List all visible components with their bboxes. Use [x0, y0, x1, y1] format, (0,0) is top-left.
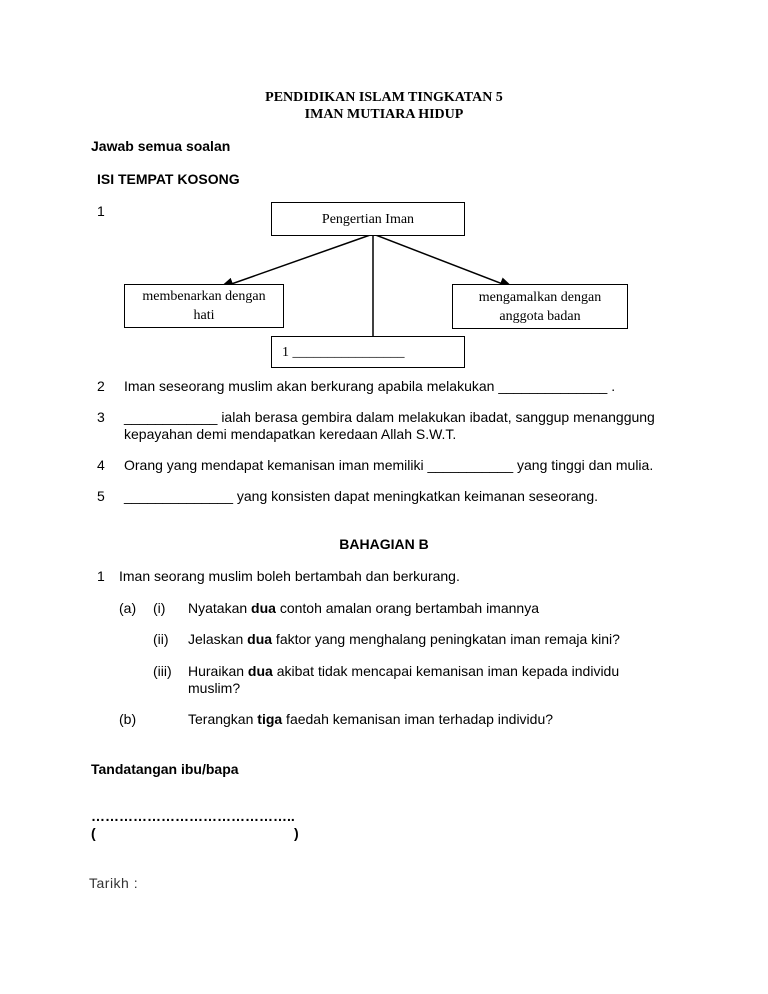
- part-b-text: [188, 711, 553, 727]
- sub-i-text: [188, 600, 539, 616]
- arrow-left: [220, 234, 373, 288]
- section-b-heading: BAHAGIAN B: [339, 536, 429, 552]
- diagram-box-pengertian-iman-text: Pengertian Iman: [321, 211, 415, 227]
- question-4-text: Orang yang mendapat kemanisan iman memiliki ___________ yang tinggi dan mulia.: [124, 457, 654, 473]
- sub-iii-line2: muslim?: [188, 680, 241, 696]
- question-3-line2: kepayahan demi mendapatkan keredaan Allah S.W.T.: [124, 426, 457, 442]
- diagram-box-blank-answer-text: 1 ________________: [282, 344, 405, 360]
- question-4-number: 4: [97, 457, 105, 473]
- diagram-box-blank-answer: [271, 336, 465, 368]
- document-title-line2: IMAN MUTIARA HIDUP: [304, 107, 464, 122]
- section-b-question-1-number: 1: [97, 568, 105, 584]
- instruction-text: Jawab semua soalan: [91, 138, 231, 154]
- signature-paren-open: (: [91, 825, 96, 841]
- diagram-box-left: [124, 284, 284, 328]
- question-3-number: 3: [97, 409, 105, 425]
- sub-ii-text: [188, 631, 620, 647]
- arrow-right: [373, 234, 513, 288]
- sub-ii-label: (ii): [153, 631, 169, 647]
- sub-iii-post: akibat tidak mencapai kemanisan iman kepada individu: [272, 663, 620, 679]
- diagram-box-right-line2: anggota badan: [499, 308, 581, 324]
- diagram-box-left-line1: membenarkan dengan: [142, 289, 266, 304]
- part-b-post: faedah kemanisan iman terhadap individu?: [282, 711, 554, 727]
- signature-dotted-line: ……………………………………..: [91, 808, 295, 824]
- question-5-number: 5: [97, 488, 105, 504]
- question-5-text: ______________ yang konsisten dapat meningkatkan keimanan seseorang.: [124, 488, 599, 504]
- section-a-heading: ISI TEMPAT KOSONG: [97, 171, 240, 187]
- sub-iii-bold: dua: [247, 663, 273, 679]
- sub-ii-bold: dua: [247, 631, 273, 647]
- sub-i-label: (i): [153, 600, 166, 616]
- sub-i-post: contoh amalan orang bertambah imannya: [275, 600, 539, 616]
- question-2-number: 2: [97, 378, 105, 394]
- diagram-box-right: [452, 284, 628, 329]
- question-1-number: 1: [97, 203, 105, 219]
- part-a-label: (a): [119, 600, 137, 616]
- question-2-text: Iman seseorang muslim akan berkurang apabila melakukan ______________ .: [124, 378, 616, 394]
- sub-iii-pre: Huraikan: [188, 663, 248, 679]
- signature-paren-close: ): [294, 825, 299, 841]
- sub-i-bold: dua: [251, 600, 276, 616]
- document-title-line1: PENDIDIKAN ISLAM TINGKATAN 5: [265, 90, 503, 105]
- sub-iii-text: [188, 663, 619, 679]
- diagram-box-left-text: [142, 287, 265, 325]
- section-b-question-1-text: Iman seorang muslim boleh bertambah dan berkurang.: [119, 568, 460, 584]
- diagram-box-right-line1: mengamalkan dengan: [478, 289, 602, 305]
- diagram-box-pengertian-iman: [271, 202, 465, 236]
- sub-i-pre: Nyatakan: [188, 600, 252, 616]
- question-3-line1: ____________ ialah berasa gembira dalam melakukan ibadat, sanggup menanggung: [124, 409, 655, 425]
- part-b-label: (b): [119, 711, 137, 727]
- sub-iii-label: (iii): [153, 663, 172, 679]
- signature-label: Tandatangan ibu/bapa: [91, 761, 239, 777]
- sub-ii-pre: Jelaskan: [188, 631, 248, 647]
- diagram-box-left-line2: hati: [193, 308, 215, 323]
- sub-ii-post: faktor yang menghalang peningkatan iman remaja kini?: [272, 631, 620, 647]
- date-label: Tarikh :: [89, 875, 139, 891]
- diagram-box-right-text: [479, 288, 601, 326]
- part-b-bold: tiga: [257, 711, 283, 727]
- part-b-pre: Terangkan: [188, 711, 258, 727]
